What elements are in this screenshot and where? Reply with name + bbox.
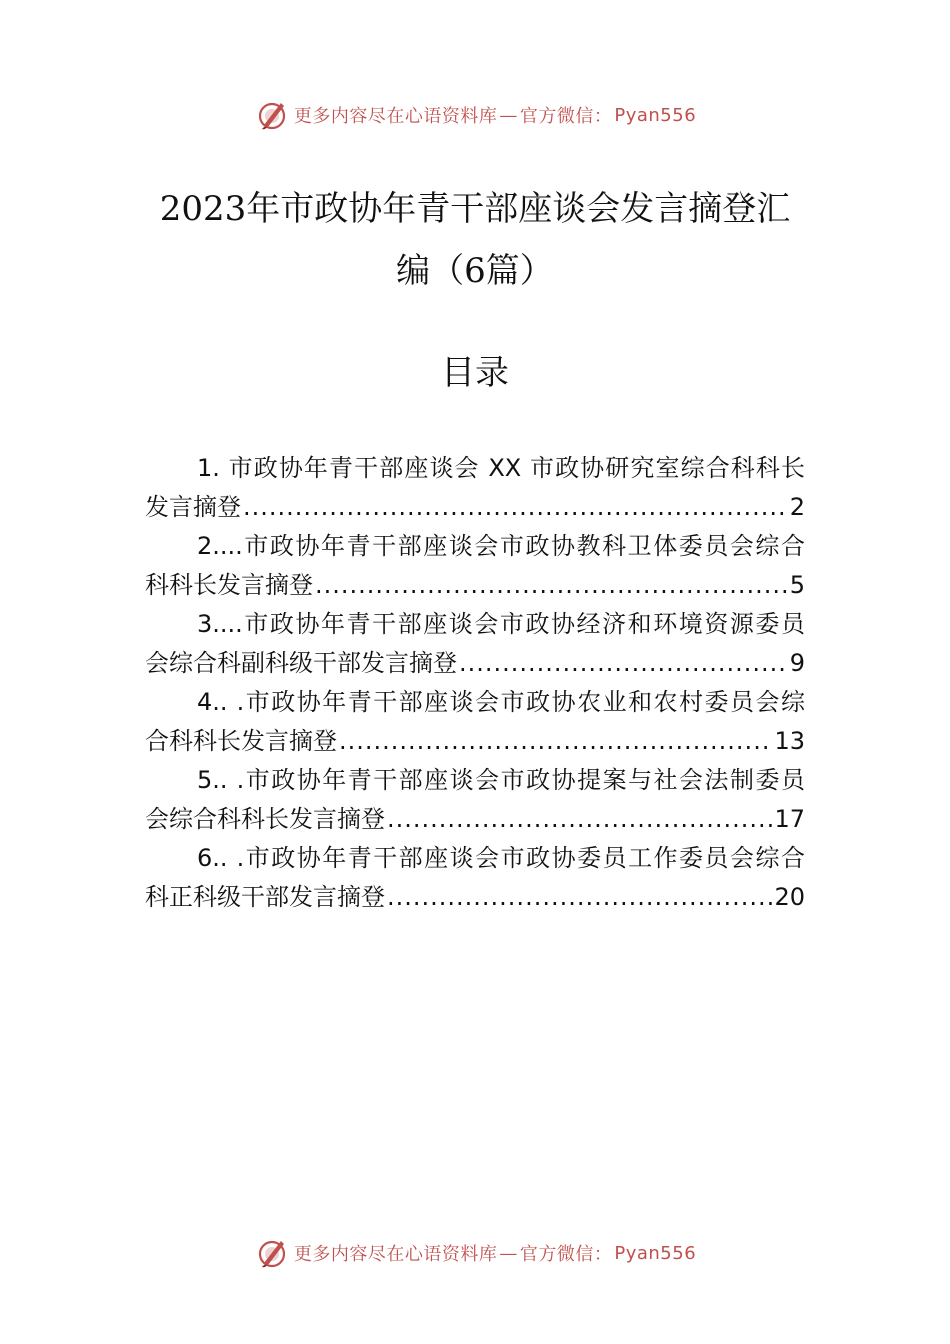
- toc-page-number: 5: [789, 571, 805, 599]
- toc-entry-title: 1. 市政协年青干部座谈会 XX 市政协研究室综合科科长: [197, 454, 805, 482]
- toc-page-number: 20: [774, 883, 805, 911]
- title-line-1: 2023年市政协年青干部座谈会发言摘登汇: [159, 189, 791, 229]
- toc-heading: 目录: [441, 353, 509, 393]
- watermark-separator: —: [499, 1242, 518, 1264]
- toc-dot-leader: [243, 488, 788, 527]
- toc-dot-leader: [339, 722, 772, 761]
- toc-entry-title-cont: 科正科级干部发言摘登: [145, 883, 385, 911]
- toc-entry[interactable]: [145, 449, 805, 527]
- toc-page-number: 13: [774, 727, 805, 755]
- toc-entry-title-cont: 发言摘登: [145, 493, 241, 521]
- toc-entry[interactable]: [145, 683, 805, 761]
- watermark-wechat-label: 官方微信：: [519, 1244, 613, 1265]
- toc-entry[interactable]: [145, 839, 805, 917]
- toc-entry-title-cont: 会综合科副科级干部发言摘登: [145, 649, 457, 677]
- header-watermark: [0, 95, 950, 135]
- watermark-separator: —: [499, 104, 518, 126]
- toc-dot-leader: [387, 800, 772, 839]
- toc-entry-title-cont: 会综合科科长发言摘登: [145, 805, 385, 833]
- toc-entry[interactable]: [145, 761, 805, 839]
- brush-logo-icon: [254, 1235, 290, 1271]
- toc-entry-title: 5.. .市政协年青干部座谈会市政协提案与社会法制委员: [197, 766, 805, 794]
- toc-entry-title: 2....市政协年青干部座谈会市政协教科卫体委员会综合: [197, 532, 805, 560]
- document-title: [120, 178, 830, 302]
- watermark-wechat-id: Pyan556: [614, 1242, 697, 1264]
- watermark-text: 更多内容尽在心语资料库: [293, 106, 498, 127]
- toc-entry-title-cont: 合科科长发言摘登: [145, 727, 337, 755]
- toc-entry-title-cont: 科科长发言摘登: [145, 571, 313, 599]
- footer-watermark: [0, 1233, 950, 1273]
- watermark-wechat-label: 官方微信：: [519, 106, 613, 127]
- toc-dot-leader: [315, 566, 788, 605]
- table-of-contents: [145, 449, 805, 917]
- toc-page-number: 9: [789, 649, 805, 677]
- toc-entry[interactable]: [145, 605, 805, 683]
- toc-entry[interactable]: [145, 527, 805, 605]
- toc-dot-leader: [459, 644, 788, 683]
- toc-dot-leader: [387, 878, 772, 917]
- title-line-2: 编（6篇）: [396, 251, 554, 291]
- toc-entry-title: 3....市政协年青干部座谈会市政协经济和环境资源委员: [197, 610, 805, 638]
- watermark-text: 更多内容尽在心语资料库: [293, 1244, 498, 1265]
- toc-page-number: 2: [789, 493, 805, 521]
- watermark-wechat-id: Pyan556: [614, 104, 697, 126]
- toc-page-number: 17: [774, 805, 805, 833]
- toc-entry-title: 6.. .市政协年青干部座谈会市政协委员工作委员会综合: [197, 844, 805, 872]
- brush-logo-icon: [254, 97, 290, 133]
- toc-entry-title: 4.. .市政协年青干部座谈会市政协农业和农村委员会综: [197, 688, 805, 716]
